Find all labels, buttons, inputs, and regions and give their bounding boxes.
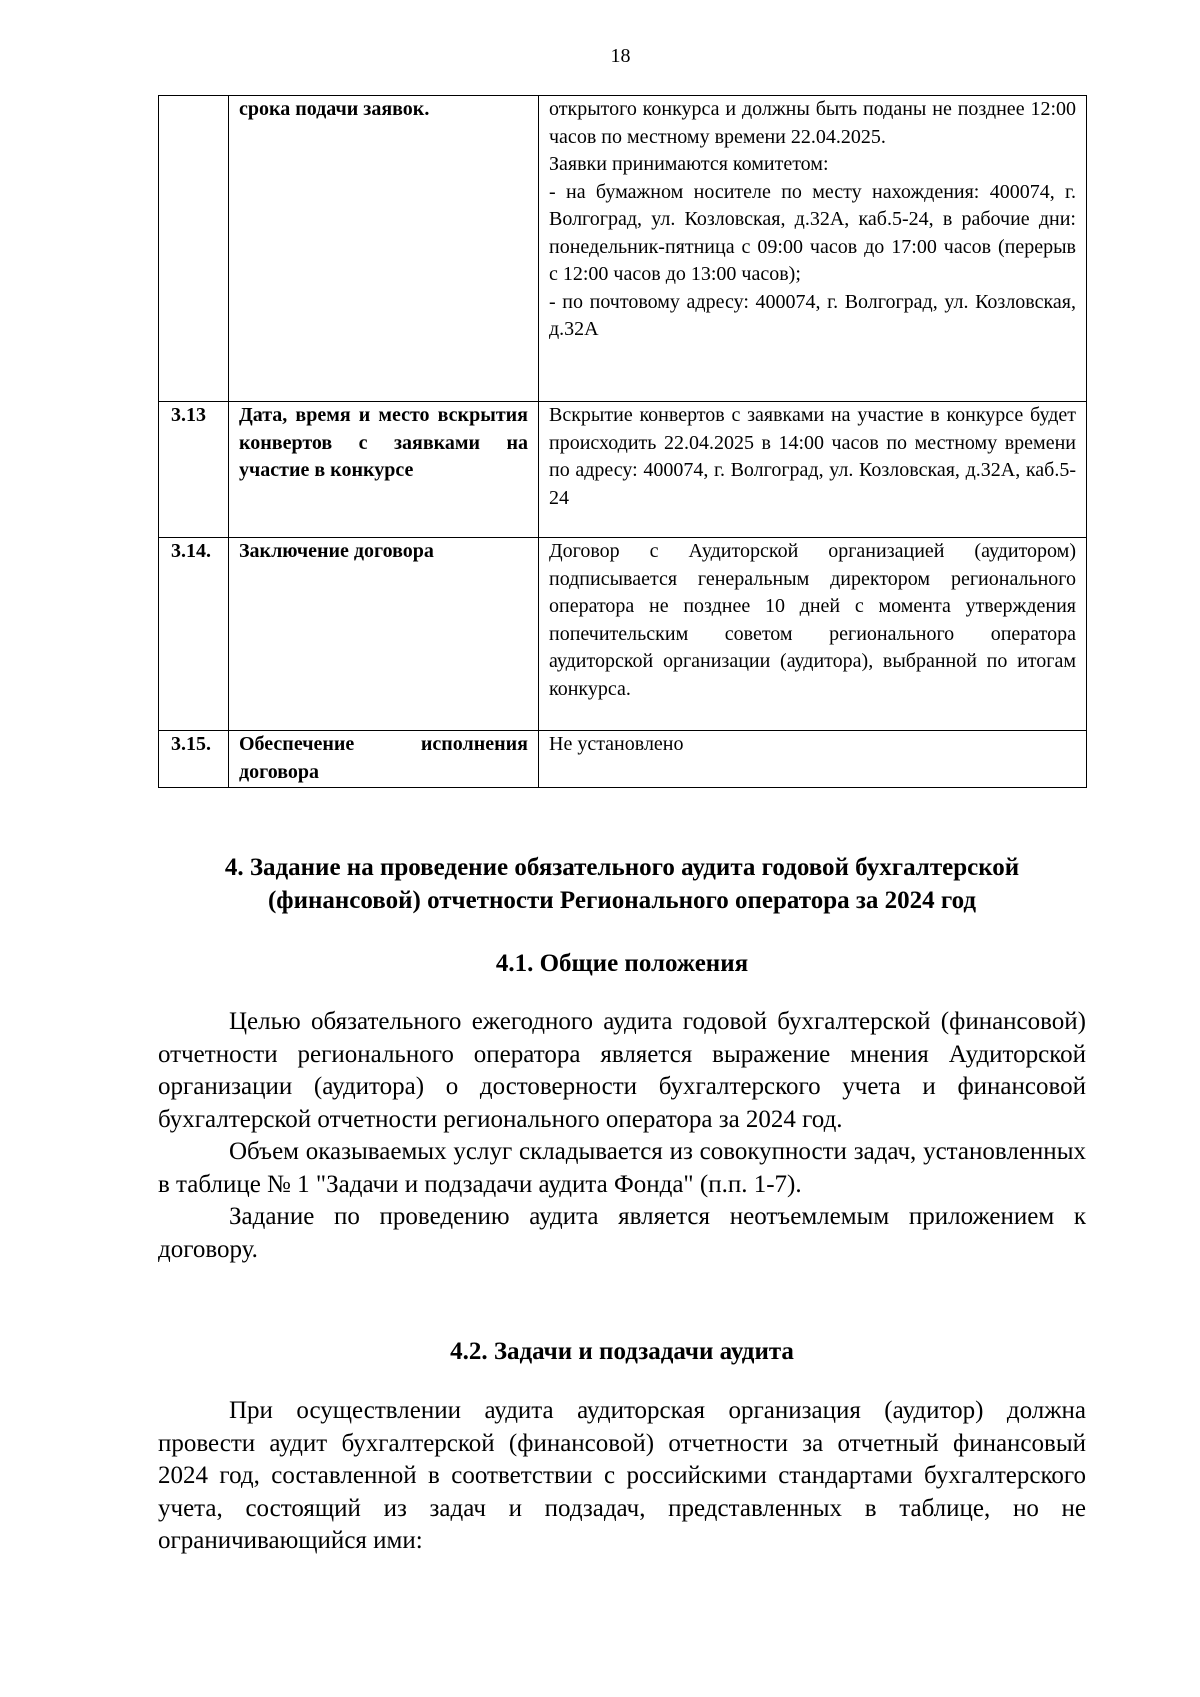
row-value (539, 402, 1087, 538)
value-line: Не установлено (549, 733, 684, 755)
section-4-number: 4 (224, 854, 238, 881)
value-line: - на бумажном носителе по месту нахождения: 400074, г. Волгоград, ул. Козловская, д.32А, каб.5-24, в рабочие дни: понедельник-пятница с 09:00 часов до 17:00 часов (перерыв с 12:00 часов до 13:00 часов); (549, 180, 1076, 285)
section-4-2-body (158, 1395, 1086, 1558)
table-row (159, 96, 1087, 402)
paragraph: Объем оказываемых услуг складывается из совокупности задач, установленных в таблице № 1 "Задачи и подзадачи аудита Фонда" (п.п. 1-7). (158, 1138, 1086, 1198)
row-value (539, 96, 1087, 402)
table-row (159, 731, 1087, 788)
section-4-2-title: 4.2. Задачи и подзадачи аудита (450, 1338, 794, 1365)
row-number: 3.15. (159, 731, 229, 788)
conditions-table (158, 95, 1087, 788)
value-line: Договор с Аудиторской организацией (аудитором) подписывается генеральным директором регионального оператора не позднее 10 дней с момента утверждения попечительским советом регионального оператора аудиторской организации (аудитора), выбранной по итогам конкурса. (549, 540, 1076, 700)
row-value (539, 731, 1087, 788)
value-line: - по почтовому адресу: 400074, г. Волгоград, ул. Козловская, д.32А (549, 290, 1076, 340)
table-row (159, 538, 1087, 731)
row-name: Заключение договора (229, 538, 539, 731)
row-value (539, 538, 1087, 731)
section-4-1-title: 4.1. Общие положения (495, 950, 749, 977)
section-4-title (158, 852, 1086, 917)
value-line: открытого конкурса и должны быть поданы не позднее 12:00 часов по местному времени 22.04.2025. (549, 98, 1076, 148)
row-number: 3.14. (159, 538, 229, 731)
page-number: 18 (610, 45, 631, 67)
section-4-1-body (158, 1006, 1086, 1266)
value-line: Заявки принимаются комитетом: (549, 153, 829, 175)
row-name: Обеспечение исполнения договора (229, 731, 539, 788)
row-number: 3.13 (159, 402, 229, 538)
table-row (159, 402, 1087, 538)
paragraph: При осуществлении аудита аудиторская организация (аудитор) должна провести аудит бухгалтерской (финансовой) отчетности за отчетный финансовый 2024 год, составленной в соответствии с российскими стандартами бухгалтерского учета, состоящий из задач и подзадач, представленных в таблице, но не ограничивающийся ими: (158, 1397, 1086, 1554)
value-line: Вскрытие конвертов с заявками на участие в конкурсе будет происходить 22.04.2025 в 14:00 часов по местному времени по адресу: 400074, г. Волгоград, ул. Козловская, д.32А, каб.5-24 (549, 404, 1076, 509)
paragraph: Задание по проведению аудита является неотъемлемым приложением к договору. (158, 1203, 1086, 1263)
row-name: срока подачи заявок. (229, 96, 539, 402)
row-number (159, 96, 229, 402)
section-4-title-text: . Задание на проведение обязательного аудита годовой бухгалтерской (финансовой) отчетности Регионального оператора за 2024 год (237, 854, 1020, 914)
row-name: Дата, время и место вскрытия конвертов с заявками на участие в конкурсе (229, 402, 539, 538)
paragraph: Целью обязательного ежегодного аудита годовой бухгалтерской (финансовой) отчетности регионального оператора является выражение мнения Аудиторской организации (аудитора) о достоверности бухгалтерского учета и финансовой бухгалтерской отчетности регионального оператора за 2024 год. (158, 1008, 1086, 1133)
